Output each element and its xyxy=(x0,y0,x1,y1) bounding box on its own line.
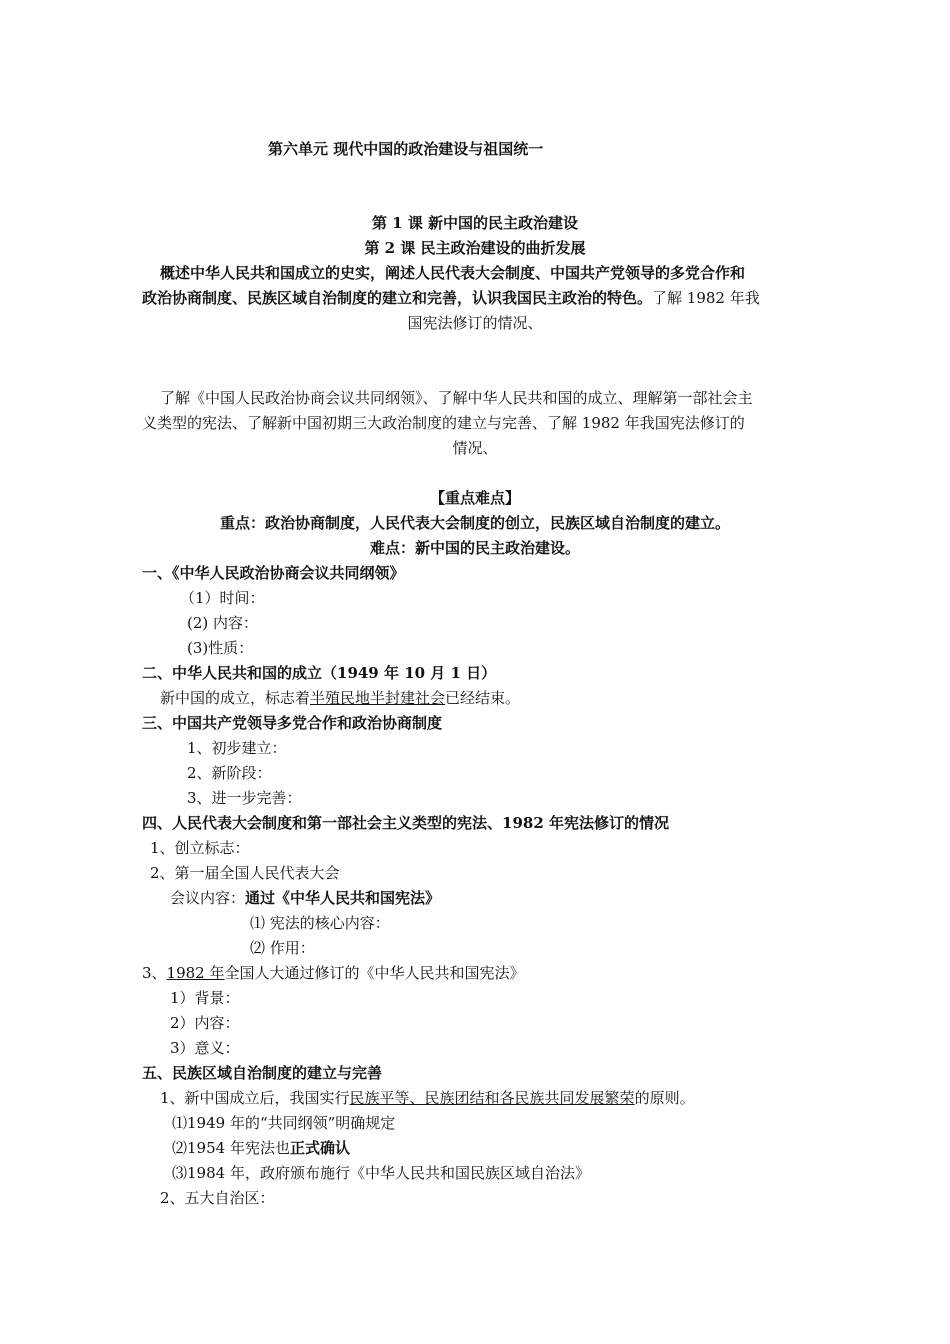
section-5-point-2 xyxy=(172,1137,350,1159)
unit-title: 第六单元 现代中国的政治建设与祖国统一 xyxy=(268,140,544,158)
section-4-item-3 xyxy=(142,962,525,984)
objectives-line-3: 情况、 xyxy=(452,439,498,457)
section-4-title: 四、人民代表大会制度和第一部社会主义类型的宪法、1982 年宪法修订的情况 xyxy=(142,814,669,832)
standard-line-3: 国宪法修订的情况、 xyxy=(407,314,543,332)
section-2-title: 二、中华人民共和国的成立（1949 年 10 月 1 日） xyxy=(142,664,497,682)
section-3-title: 三、中国共产党领导多党合作和政治协商制度 xyxy=(142,714,443,732)
section-2-text xyxy=(160,687,520,709)
objectives-line-1: 了解《中国人民政治协商会议共同纲领》、了解中华人民共和国的成立、理解第一部社会主 xyxy=(160,389,753,407)
standard-line-2 xyxy=(142,287,760,309)
section-4-revision-1: 1）背景： xyxy=(170,989,240,1007)
key-points-header: 【重点难点】 xyxy=(429,489,520,507)
section-5-point-1: ⑴1949 年的“共同纲领”明确规定 xyxy=(172,1114,396,1132)
section-4-meeting xyxy=(170,887,440,909)
section-4-meeting-label: 会议内容： xyxy=(170,889,246,907)
section-4-sub-1: ⑴ 宪法的核心内容： xyxy=(250,914,390,932)
section-5-item-1 xyxy=(160,1087,695,1109)
section-4-revision-3: 3）意义： xyxy=(170,1039,240,1057)
section-5-title: 五、民族区域自治制度的建立与完善 xyxy=(142,1064,383,1082)
section-4-revision-2: 2）内容： xyxy=(170,1014,240,1032)
lesson-2-title: 第 2 课 民主政治建设的曲折发展 xyxy=(364,239,586,257)
section-5-point-2-b: 正式确认 xyxy=(289,1139,350,1157)
section-4-item-1: 1、创立标志： xyxy=(150,839,250,857)
section-2-text-underlined: 半殖民地半封建社会 xyxy=(310,689,446,707)
section-3-item-1: 1、初步建立： xyxy=(187,739,287,757)
section-5-point-3: ⑶1984 年，政府颁布施行《中华人民共和国民族区域自治法》 xyxy=(172,1164,590,1182)
key-point: 重点：政治协商制度，人民代表大会制度的创立，民族区域自治制度的建立。 xyxy=(219,514,730,532)
section-4-sub-2: ⑵ 作用： xyxy=(250,939,315,957)
standard-line-2-normal: 了解 1982 年我 xyxy=(652,289,760,307)
section-3-item-2: 2、新阶段： xyxy=(187,764,272,782)
section-4-item-2: 2、第一届全国人民代表大会 xyxy=(150,864,340,882)
section-4-meeting-content: 通过《中华人民共和国宪法》 xyxy=(245,889,441,907)
standard-line-2-bold: 政治协商制度、民族区域自治制度的建立和完善，认识我国民主政治的特色。 xyxy=(142,289,653,307)
section-1-item-3: (3)性质： xyxy=(187,639,254,657)
section-4-item-3-text: 全国人大通过修订的《中华人民共和国宪法》 xyxy=(224,964,525,982)
section-3-item-3: 3、进一步完善： xyxy=(187,789,302,807)
section-1-item-2: (2) 内容： xyxy=(187,614,259,632)
section-4-item-3-num: 3、 xyxy=(142,964,167,982)
section-5-item-2: 2、五大自治区： xyxy=(160,1189,275,1207)
section-5-item-1-b: 的原则。 xyxy=(634,1089,695,1107)
objectives-line-2: 义类型的宪法、了解新中国初期三大政治制度的建立与完善、了解 1982 年我国宪法修订的 xyxy=(142,414,745,432)
section-5-item-1-a: 1、新中国成立后，我国实行 xyxy=(160,1089,350,1107)
section-5-item-1-underlined: 民族平等、民族团结和各民族共同发展繁荣 xyxy=(349,1089,635,1107)
section-4-item-3-year: 1982 年 xyxy=(166,964,225,982)
section-1-item-1: （1）时间： xyxy=(180,589,265,607)
difficult-point: 难点：新中国的民主政治建设。 xyxy=(369,539,580,557)
section-2-text-b: 已经结束。 xyxy=(445,689,521,707)
section-2-text-a: 新中国的成立，标志着 xyxy=(160,689,311,707)
standard-line-1: 概述中华人民共和国成立的史实，阐述人民代表大会制度、中国共产党领导的多党合作和 xyxy=(160,264,746,282)
section-1-title: 一、《中华人民政治协商会议共同纲领》 xyxy=(142,564,405,582)
section-5-point-2-a: ⑵1954 年宪法也 xyxy=(172,1139,290,1157)
lesson-1-title: 第 1 课 新中国的民主政治建设 xyxy=(371,214,579,232)
